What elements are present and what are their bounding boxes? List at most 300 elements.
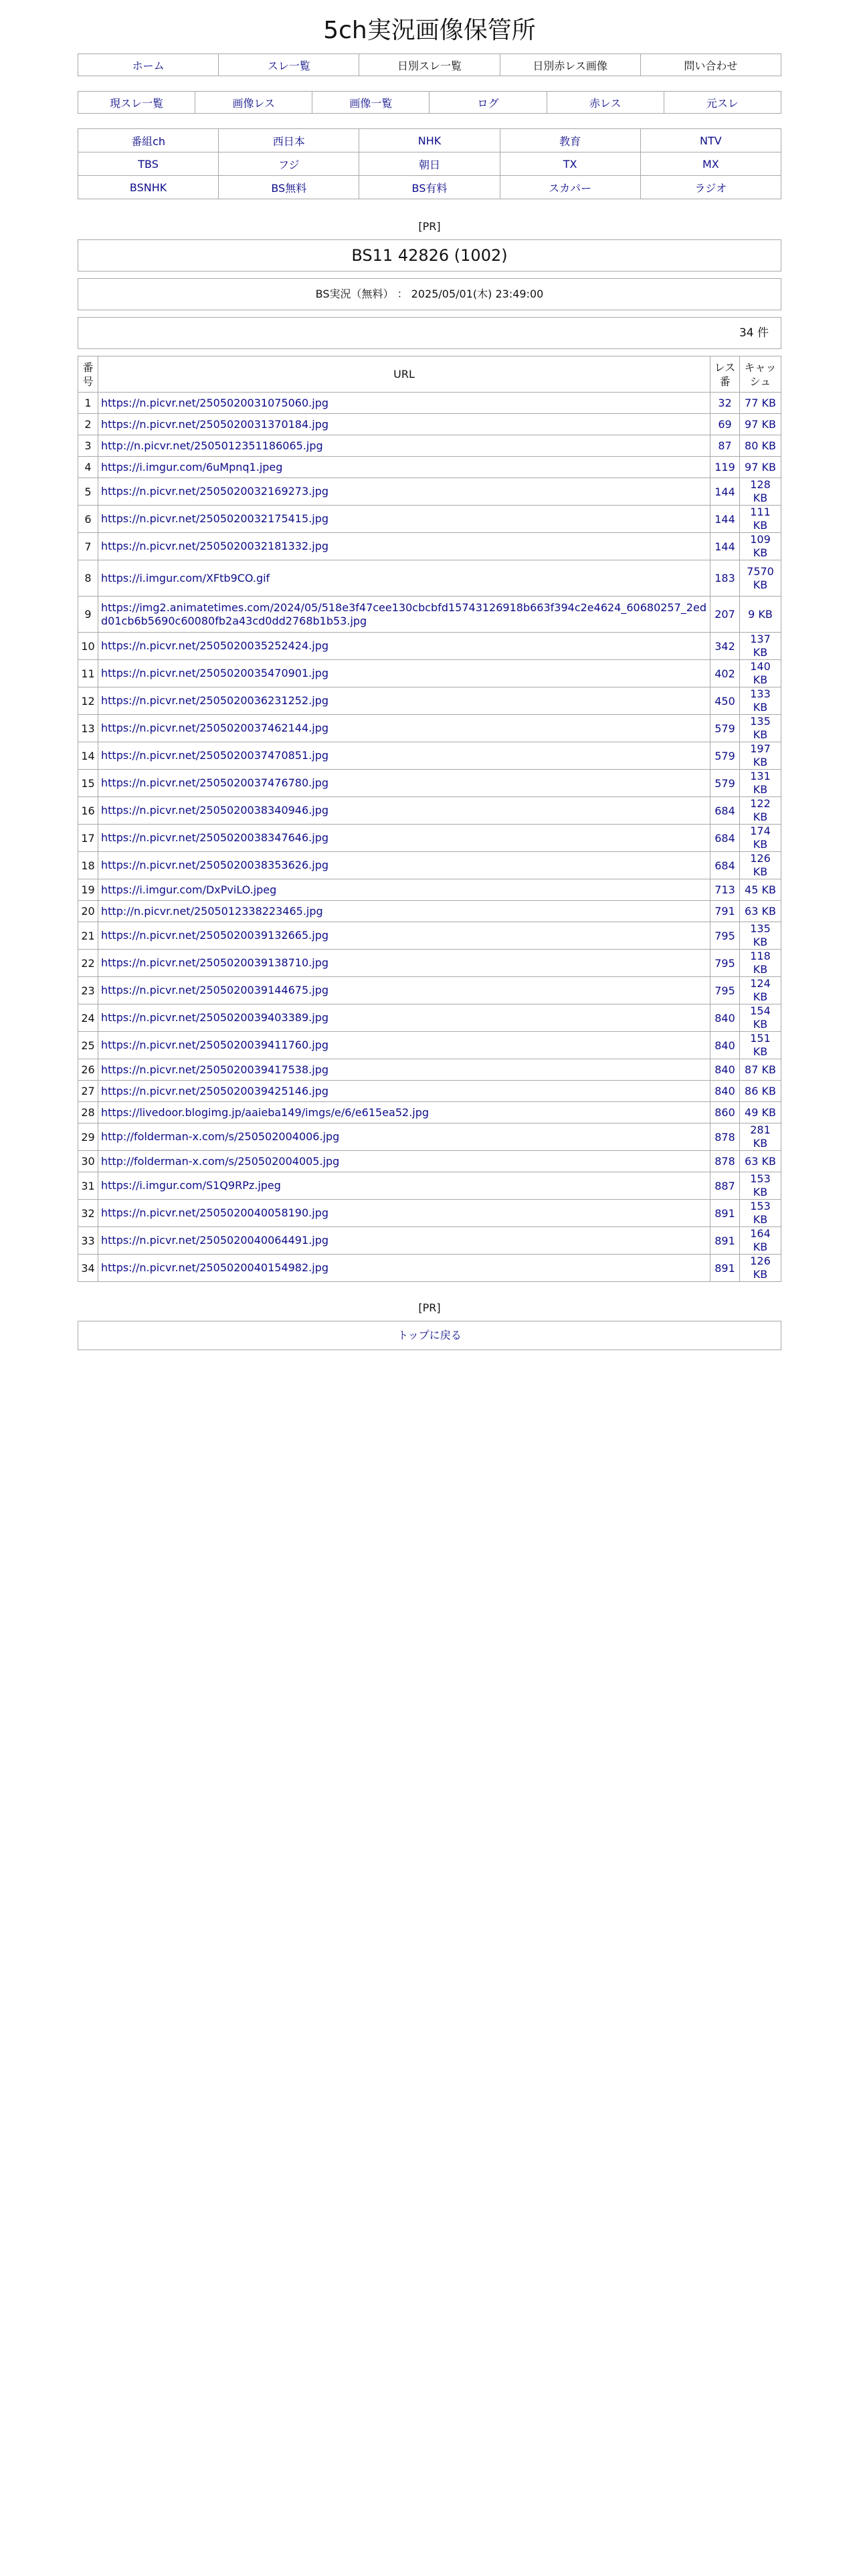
image-url-link[interactable]: http://n.picvr.net/2505012351186065.jpg (101, 439, 323, 452)
row-cache-cell (740, 742, 781, 770)
row-res-cell (710, 560, 740, 597)
thread-nav-item (664, 92, 781, 114)
row-res-cell (710, 1151, 740, 1172)
image-url-link[interactable]: https://n.picvr.net/2505020039425146.jpg (101, 1084, 329, 1097)
main-nav-item: 日別赤レス画像 (500, 54, 640, 76)
row-cache-cell (740, 1102, 781, 1123)
res-number-link[interactable]: 891 (714, 1206, 735, 1220)
image-url-link[interactable]: https://n.picvr.net/2505020038353626.jpg (101, 859, 329, 871)
category-item-link[interactable]: 西日本 (272, 134, 305, 148)
row-url-cell (98, 533, 710, 560)
res-number-link[interactable]: 860 (714, 1106, 735, 1119)
res-number-link[interactable]: 87 (718, 439, 732, 452)
table-row (78, 1151, 781, 1172)
row-res-cell (710, 687, 740, 715)
row-url-cell (98, 1227, 710, 1255)
category-item-link[interactable]: BS有料 (411, 181, 448, 195)
res-number-link[interactable]: 887 (714, 1179, 735, 1192)
cache-link[interactable]: 86 KB (745, 1084, 776, 1097)
row-cache-cell (740, 852, 781, 879)
table-row (78, 742, 781, 770)
row-url-cell (98, 1255, 710, 1282)
table-row (78, 660, 781, 687)
res-number-link[interactable]: 795 (714, 929, 735, 942)
row-url-cell (98, 742, 710, 770)
image-url-link[interactable]: https://n.picvr.net/2505020039403389.jpg (101, 1011, 329, 1024)
row-number: 8 (78, 560, 98, 597)
cache-link[interactable]: 124 KB (750, 977, 771, 1003)
row-res-cell (710, 660, 740, 687)
cache-link[interactable]: 164 KB (750, 1227, 771, 1253)
row-url-cell (98, 478, 710, 506)
row-number: 29 (78, 1123, 98, 1151)
image-url-link[interactable]: https://n.picvr.net/2505020040154982.jpg (101, 1261, 329, 1274)
cache-link[interactable]: 63 KB (745, 904, 776, 918)
cache-link[interactable]: 128 KB (750, 478, 771, 504)
table-row (78, 715, 781, 742)
back-to-top-box (78, 1321, 781, 1350)
cache-link[interactable]: 80 KB (745, 439, 776, 452)
image-url-link[interactable]: https://n.picvr.net/2505020036231252.jpg (101, 694, 329, 707)
table-row (78, 797, 781, 825)
table-row (78, 901, 781, 922)
image-url-link[interactable]: https://i.imgur.com/XFtb9CO.gif (101, 571, 270, 584)
image-url-link[interactable]: https://img2.animatetimes.com/2024/05/518e3f47cee130cbcbfd15743126918b663f394c2e4624_60680257_2edd01cb6b5690c60080fb2a43cd0dd2768b1b53.jpg (101, 601, 706, 627)
main-nav-item-link[interactable]: ホーム (132, 59, 165, 72)
res-number-link[interactable]: 684 (714, 804, 735, 817)
row-cache-cell (740, 506, 781, 533)
image-url-link[interactable]: https://n.picvr.net/2505020039138710.jpg (101, 956, 329, 969)
res-number-link[interactable]: 579 (714, 749, 735, 762)
res-number-link[interactable]: 579 (714, 722, 735, 735)
res-number-link[interactable]: 795 (714, 956, 735, 970)
thread-nav-item (547, 92, 664, 114)
res-number-link[interactable]: 684 (714, 859, 735, 872)
table-row (78, 1200, 781, 1227)
category-item-link[interactable]: 教育 (559, 134, 581, 148)
back-to-top-link[interactable]: トップに戻る (397, 1329, 462, 1341)
res-number-link[interactable]: 713 (714, 883, 735, 896)
row-number: 10 (78, 633, 98, 660)
main-nav-row (78, 54, 781, 76)
category-row (78, 152, 781, 176)
image-url-link[interactable]: https://n.picvr.net/2505020032169273.jpg (101, 485, 329, 498)
table-row (78, 1123, 781, 1151)
table-header-row (78, 356, 781, 393)
row-res-cell (710, 1200, 740, 1227)
image-url-link[interactable]: https://n.picvr.net/2505020037470851.jpg (101, 749, 329, 762)
row-url-cell (98, 797, 710, 825)
row-number: 22 (78, 950, 98, 977)
row-url-cell (98, 852, 710, 879)
page (78, 0, 781, 1350)
table-row (78, 1004, 781, 1032)
row-cache-cell (740, 633, 781, 660)
pr-label: [PR] (418, 220, 441, 233)
image-url-link[interactable]: https://i.imgur.com/6uMpnq1.jpeg (101, 460, 283, 473)
row-number: 7 (78, 533, 98, 560)
cache-link[interactable]: 135 KB (750, 922, 771, 948)
row-number: 32 (78, 1200, 98, 1227)
res-number-link[interactable]: 878 (714, 1130, 735, 1144)
table-row (78, 1059, 781, 1081)
image-url-link[interactable]: https://n.picvr.net/2505020038340946.jpg (101, 804, 329, 817)
thread-title: BS11 42826 (1002) (78, 239, 781, 272)
table-row (78, 825, 781, 852)
row-number: 13 (78, 715, 98, 742)
cache-link[interactable]: 63 KB (745, 1154, 776, 1168)
table-row (78, 393, 781, 414)
category-item (78, 176, 219, 199)
image-url-link[interactable]: http://folderman-x.com/s/250502004005.jpg (101, 1154, 340, 1168)
image-url-link[interactable]: https://n.picvr.net/2505020035470901.jpg (101, 667, 329, 679)
row-cache-cell (740, 1151, 781, 1172)
cache-link[interactable]: 118 KB (750, 950, 771, 976)
thread-nav-row (78, 92, 781, 114)
table-row (78, 1227, 781, 1255)
thread-nav-item-link[interactable]: 現スレ一覧 (110, 96, 164, 110)
row-url-cell (98, 922, 710, 950)
cache-link[interactable]: 87 KB (745, 1063, 776, 1076)
category-item (640, 129, 781, 152)
category-nav (78, 128, 781, 199)
res-number-link[interactable]: 402 (714, 667, 735, 680)
row-res-cell (710, 950, 740, 977)
cache-link[interactable]: 109 KB (750, 533, 771, 559)
row-res-cell (710, 1102, 740, 1123)
category-item-link[interactable]: NTV (700, 134, 722, 147)
row-url-cell (98, 393, 710, 414)
category-item-link[interactable]: BS無料 (271, 181, 307, 195)
table-row (78, 922, 781, 950)
row-number: 3 (78, 435, 98, 457)
row-url-cell (98, 1200, 710, 1227)
row-cache-cell (740, 1081, 781, 1102)
row-url-cell (98, 901, 710, 922)
table-row (78, 852, 781, 879)
cache-link[interactable]: 111 KB (750, 506, 771, 532)
cache-link[interactable]: 140 KB (750, 660, 771, 686)
image-url-link[interactable]: https://n.picvr.net/2505020037462144.jpg (101, 722, 329, 734)
res-number-link[interactable]: 791 (714, 905, 735, 918)
row-url-cell (98, 977, 710, 1004)
category-item-link[interactable]: BSNHK (129, 181, 167, 194)
table-row (78, 879, 781, 901)
row-number: 17 (78, 825, 98, 852)
image-url-link[interactable]: http://folderman-x.com/s/250502004006.jpg (101, 1130, 340, 1143)
cache-link[interactable]: 7570 KB (747, 564, 774, 591)
row-cache-cell (740, 1255, 781, 1282)
category-item-link[interactable]: MX (702, 157, 719, 171)
row-number: 21 (78, 922, 98, 950)
row-res-cell (710, 1172, 740, 1200)
row-url-cell (98, 950, 710, 977)
row-number: 14 (78, 742, 98, 770)
image-url-link[interactable]: https://n.picvr.net/2505020039417538.jpg (101, 1063, 329, 1076)
res-number-link[interactable]: 183 (714, 572, 735, 584)
image-url-link[interactable]: https://n.picvr.net/2505020039411760.jpg (101, 1039, 329, 1051)
row-res-cell (710, 770, 740, 797)
image-url-link[interactable]: https://n.picvr.net/2505020037476780.jpg (101, 776, 329, 789)
row-res-cell (710, 597, 740, 633)
image-url-link[interactable]: https://i.imgur.com/DxPviLO.jpeg (101, 883, 277, 896)
table-row (78, 1032, 781, 1059)
row-url-cell (98, 879, 710, 901)
cache-link[interactable]: 97 KB (745, 417, 776, 431)
row-url-cell (98, 1123, 710, 1151)
row-cache-cell (740, 435, 781, 457)
category-item-link[interactable]: TBS (138, 157, 159, 171)
image-url-link[interactable]: https://n.picvr.net/2505020039132665.jpg (101, 929, 329, 942)
row-number: 16 (78, 797, 98, 825)
row-cache-cell (740, 478, 781, 506)
image-url-link[interactable]: https://n.picvr.net/2505020031075060.jpg (101, 396, 329, 409)
cache-link[interactable]: 122 KB (750, 797, 771, 823)
row-cache-cell (740, 797, 781, 825)
row-url-cell (98, 687, 710, 715)
thread-nav-item (78, 92, 195, 114)
row-number: 30 (78, 1151, 98, 1172)
row-cache-cell (740, 977, 781, 1004)
res-number-link[interactable]: 840 (714, 1011, 735, 1025)
cache-link[interactable]: 131 KB (750, 770, 771, 796)
header-cache: キャッシュ (740, 356, 781, 393)
row-url-cell (98, 1059, 710, 1081)
thread-nav-item-link[interactable]: 画像レス (232, 96, 275, 110)
row-cache-cell (740, 901, 781, 922)
row-url-cell (98, 435, 710, 457)
row-res-cell (710, 1255, 740, 1282)
res-number-link[interactable]: 144 (714, 512, 735, 526)
row-number: 34 (78, 1255, 98, 1282)
main-nav-item: 問い合わせ (640, 54, 781, 76)
row-number: 5 (78, 478, 98, 506)
row-res-cell (710, 393, 740, 414)
row-number: 25 (78, 1032, 98, 1059)
cache-link[interactable]: 197 KB (750, 742, 771, 768)
row-cache-cell (740, 879, 781, 901)
row-number: 23 (78, 977, 98, 1004)
res-number-link[interactable]: 207 (714, 608, 735, 621)
cache-link[interactable]: 77 KB (745, 396, 776, 409)
row-number: 15 (78, 770, 98, 797)
table-row (78, 1102, 781, 1123)
res-number-link[interactable]: 342 (714, 639, 735, 653)
thread-nav-item-link[interactable]: ログ (477, 96, 499, 110)
cache-link[interactable]: 281 KB (750, 1123, 771, 1150)
row-number: 2 (78, 414, 98, 435)
thread-nav-item (430, 92, 547, 114)
table-row (78, 435, 781, 457)
table-row (78, 560, 781, 597)
category-item-link[interactable]: ラジオ (694, 181, 727, 195)
cache-link[interactable]: 174 KB (750, 825, 771, 851)
res-number-link[interactable]: 840 (714, 1085, 735, 1097)
res-number-link[interactable]: 878 (714, 1155, 735, 1168)
row-url-cell (98, 1081, 710, 1102)
image-url-link[interactable]: https://livedoor.blogimg.jp/aaieba149/imgs/e/6/e615ea52.jpg (101, 1105, 430, 1119)
row-number: 12 (78, 687, 98, 715)
cache-link[interactable]: 153 KB (750, 1172, 771, 1198)
pr-label-bottom: [PR] (418, 1301, 441, 1314)
category-item-link[interactable]: 番組ch (131, 134, 166, 148)
row-cache-cell (740, 560, 781, 597)
cache-link[interactable]: 49 KB (745, 1105, 776, 1119)
image-url-link[interactable]: https://n.picvr.net/2505020040058190.jpg (101, 1206, 329, 1219)
res-number-link[interactable]: 891 (714, 1261, 735, 1275)
image-url-link[interactable]: http://n.picvr.net/2505012338223465.jpg (101, 904, 323, 918)
image-url-link[interactable]: https://n.picvr.net/2505020035252424.jpg (101, 639, 329, 652)
row-number: 9 (78, 597, 98, 633)
row-res-cell (710, 633, 740, 660)
res-number-link[interactable]: 144 (714, 485, 735, 498)
row-cache-cell (740, 1004, 781, 1032)
res-number-link[interactable]: 891 (714, 1234, 735, 1247)
cache-link[interactable]: 97 KB (745, 460, 776, 473)
image-url-link[interactable]: https://n.picvr.net/2505020038347646.jpg (101, 831, 329, 844)
row-res-cell (710, 977, 740, 1004)
category-item (640, 152, 781, 176)
cache-link[interactable]: 135 KB (750, 715, 771, 741)
category-item (359, 129, 500, 152)
category-item (640, 176, 781, 199)
row-res-cell (710, 879, 740, 901)
cache-link[interactable]: 45 KB (745, 883, 776, 896)
row-url-cell (98, 1004, 710, 1032)
category-item (219, 176, 359, 199)
row-url-cell (98, 715, 710, 742)
main-nav-item (219, 54, 359, 76)
row-res-cell (710, 457, 740, 478)
category-item-link[interactable]: NHK (417, 134, 442, 147)
cache-link[interactable]: 151 KB (750, 1032, 771, 1058)
row-res-cell (710, 901, 740, 922)
row-number: 11 (78, 660, 98, 687)
res-number-link[interactable]: 69 (718, 418, 732, 431)
main-nav-item: 日別スレ一覧 (359, 54, 500, 76)
row-res-cell (710, 1227, 740, 1255)
image-url-link[interactable]: https://n.picvr.net/2505020032181332.jpg (101, 540, 329, 552)
main-nav-item-link[interactable]: スレ一覧 (267, 59, 310, 72)
row-url-cell (98, 660, 710, 687)
row-cache-cell (740, 1227, 781, 1255)
cache-link[interactable]: 137 KB (750, 633, 771, 659)
row-cache-cell (740, 597, 781, 633)
cache-link[interactable]: 9 KB (748, 607, 773, 621)
category-item (359, 152, 500, 176)
thread-nav-item-link[interactable]: 元スレ (706, 96, 739, 110)
category-item (500, 176, 640, 199)
row-url-cell (98, 1151, 710, 1172)
image-url-link[interactable]: https://i.imgur.com/S1Q9RPz.jpeg (101, 1179, 281, 1192)
row-cache-cell (740, 533, 781, 560)
row-cache-cell (740, 1059, 781, 1081)
row-number: 31 (78, 1172, 98, 1200)
row-number: 20 (78, 901, 98, 922)
category-row (78, 176, 781, 199)
category-item (359, 176, 500, 199)
main-nav-item (78, 54, 219, 76)
row-res-cell (710, 478, 740, 506)
thread-nav-item-link[interactable]: 画像一覧 (349, 96, 393, 110)
table-row (78, 533, 781, 560)
res-number-link[interactable]: 840 (714, 1063, 735, 1076)
row-number: 4 (78, 457, 98, 478)
row-number: 6 (78, 506, 98, 533)
category-item-link[interactable]: TX (563, 157, 577, 171)
category-item (78, 129, 219, 152)
category-item-link[interactable]: フジ (278, 158, 300, 171)
category-item (500, 152, 640, 176)
row-res-cell (710, 852, 740, 879)
row-res-cell (710, 742, 740, 770)
res-number-link[interactable]: 684 (714, 831, 735, 845)
res-number-link[interactable]: 450 (714, 694, 735, 708)
table-row (78, 414, 781, 435)
cache-link[interactable]: 133 KB (750, 687, 771, 714)
cache-link[interactable]: 126 KB (750, 852, 771, 878)
category-item-link[interactable]: 朝日 (418, 158, 440, 171)
row-cache-cell (740, 1172, 781, 1200)
thread-nav-item-link[interactable]: 赤レス (589, 96, 622, 110)
table-row (78, 478, 781, 506)
image-url-link[interactable]: https://n.picvr.net/2505020032175415.jpg (101, 512, 329, 525)
category-item-link[interactable]: スカパー (549, 181, 592, 195)
row-url-cell (98, 1102, 710, 1123)
image-table (78, 356, 781, 1282)
cache-link[interactable]: 126 KB (750, 1255, 771, 1281)
row-res-cell (710, 506, 740, 533)
row-cache-cell (740, 393, 781, 414)
row-res-cell (710, 1004, 740, 1032)
row-res-cell (710, 533, 740, 560)
cache-link[interactable]: 154 KB (750, 1004, 771, 1031)
cache-link[interactable]: 153 KB (750, 1200, 771, 1226)
res-number-link[interactable]: 795 (714, 984, 735, 997)
row-url-cell (98, 597, 710, 633)
res-number-link[interactable]: 840 (714, 1039, 735, 1052)
res-number-link[interactable]: 32 (718, 397, 732, 409)
image-url-link[interactable]: https://n.picvr.net/2505020040064491.jpg (101, 1234, 329, 1247)
category-item (500, 129, 640, 152)
row-url-cell (98, 1172, 710, 1200)
image-url-link[interactable]: https://n.picvr.net/2505020039144675.jpg (101, 984, 329, 996)
category-row (78, 129, 781, 152)
table-row (78, 1255, 781, 1282)
row-cache-cell (740, 1200, 781, 1227)
table-row (78, 633, 781, 660)
row-number: 27 (78, 1081, 98, 1102)
row-url-cell (98, 770, 710, 797)
row-res-cell (710, 1032, 740, 1059)
table-row (78, 1081, 781, 1102)
site-title: 5ch実況画像保管所 (323, 17, 536, 44)
row-res-cell (710, 922, 740, 950)
image-url-link[interactable]: https://n.picvr.net/2505020031370184.jpg (101, 417, 329, 431)
res-number-link[interactable]: 119 (714, 461, 735, 473)
row-res-cell (710, 414, 740, 435)
row-cache-cell (740, 950, 781, 977)
row-cache-cell (740, 770, 781, 797)
res-number-link[interactable]: 579 (714, 776, 735, 790)
result-count: 34 件 (78, 317, 781, 349)
category-item (219, 152, 359, 176)
row-res-cell (710, 825, 740, 852)
res-number-link[interactable]: 144 (714, 540, 735, 553)
thread-nav (78, 91, 781, 114)
table-row (78, 506, 781, 533)
row-number: 18 (78, 852, 98, 879)
